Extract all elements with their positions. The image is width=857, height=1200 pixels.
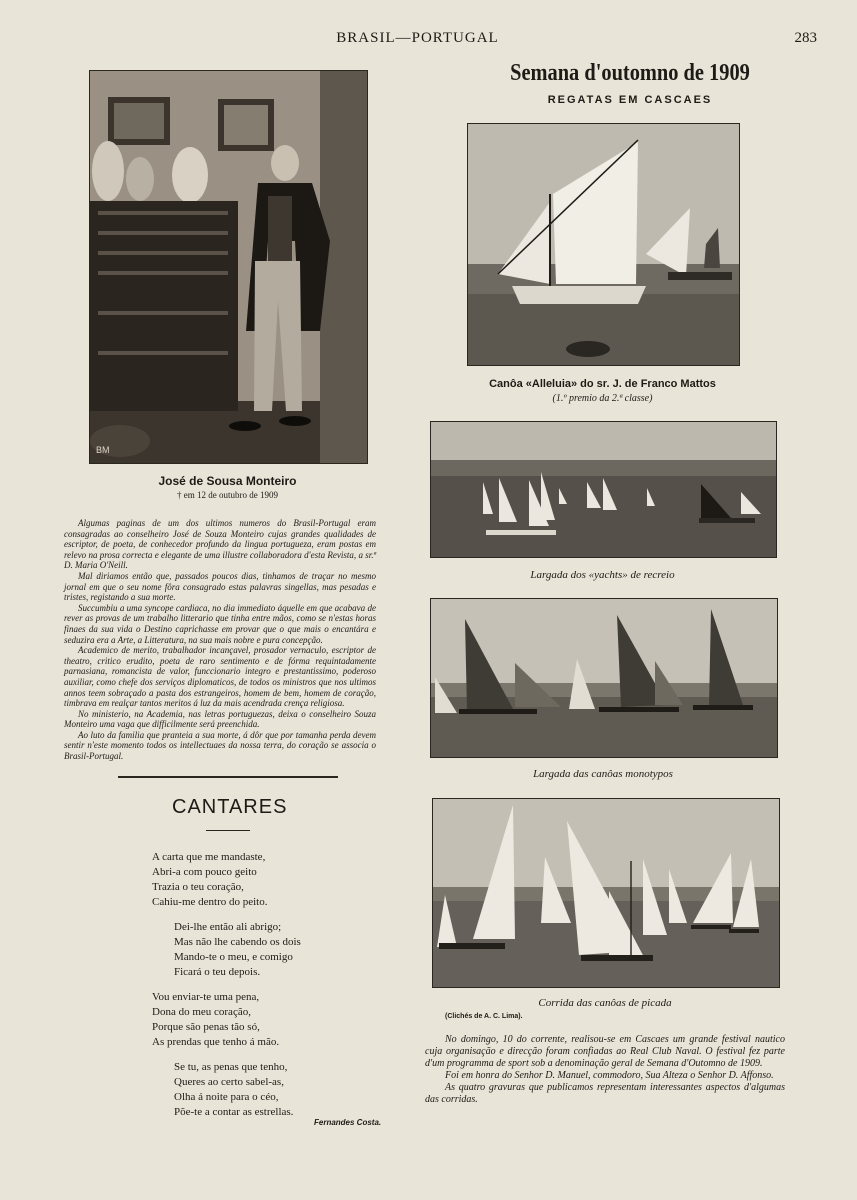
photo-caption: Canôa «Alleluia» do sr. J. de Franco Mattos xyxy=(489,378,716,390)
running-header: BRASIL—PORTUGAL xyxy=(336,30,499,46)
poem-line: Abri-a com pouco geito xyxy=(152,866,257,878)
poem-line: Mando-te o meu, e comigo xyxy=(174,951,293,963)
poem-line: A carta que me mandaste, xyxy=(152,851,266,863)
obituary-paragraph: Mal diriamos então que, passados poucos dias, tinhamos de traçar no mesmo jornal em que o seu nome fôra consagrado estas palavras singellas, mas pesadas e tristes, registando a sua morte. xyxy=(64,570,376,603)
obituary-paragraph: Ao luto da familia que pranteia a sua morte, á dôr que por tamanha perda devem sentir n'este momento todos os intellectuaes da nossa terra, do coração se associa o Brasil-Portugal. xyxy=(64,729,376,762)
regatta-photo-monotypes xyxy=(430,598,778,758)
poem-line: Põe-te a contar as estrellas. xyxy=(174,1106,294,1118)
photo-caption: Largada dos «yachts» de recreio xyxy=(530,569,675,581)
poem-line: Vou enviar-te uma pena, xyxy=(152,991,260,1003)
poem-title-rule xyxy=(206,830,250,831)
portrait-photo xyxy=(89,70,368,464)
photo-caption: Largada das canôas monotypos xyxy=(533,768,673,780)
poem-title: CANTARES xyxy=(172,796,288,818)
poem-line: Dona do meu coração, xyxy=(152,1006,251,1018)
poem-body xyxy=(152,850,301,1130)
poem-line: Dei-lhe então ali abrigo; xyxy=(174,921,282,933)
section-divider xyxy=(118,776,338,778)
obituary-paragraph: Algumas paginas de um dos ultimos numeros do Brasil-Portugal eram consagradas ao conselheiro José de Souza Monteiro cujas grandes qualidades de escriptor, de poeta, de conhecedor profundo da lingua portugueza, eram postas em relevo na prosa correcta e elegante de uma illustre collaboradora d'esta Revista, a sr.ª D. Maria O'Neill. xyxy=(64,518,376,571)
article-title: Semana d'outomno de 1909 xyxy=(510,60,750,86)
page-number: 283 xyxy=(794,30,817,46)
poem-stanza xyxy=(152,850,301,910)
poem-line: Mas não lhe cabendo os dois xyxy=(174,936,301,948)
article-report xyxy=(425,1034,785,1106)
report-paragraph: Foi em honra do Senhor D. Manuel, commodoro, Sua Alteza o Senhor D. Affonso. xyxy=(445,1070,774,1081)
poem-line: Cahiu-me dentro do peito. xyxy=(152,896,268,908)
obituary-text xyxy=(64,518,376,762)
photo-subcaption: (1.º premio da 2.ª classe) xyxy=(552,393,653,404)
photo-caption: Corrida das canôas de picada xyxy=(538,997,672,1009)
portrait-name: José de Sousa Monteiro xyxy=(158,474,297,488)
photo-credit: (Clichés de A. C. Lima). xyxy=(445,1013,523,1020)
obituary-paragraph: No ministerio, na Academia, nas letras portuguezas, deixa o conselheiro Souza Monteiro uma vaga que difficilmente será preenchida. xyxy=(64,708,376,730)
regatta-photo-picada xyxy=(432,798,780,988)
obituary-paragraph: Academico de merito, trabalhador incançavel, prosador vernaculo, escriptor de theatro, critico erudito, poeta de raro sentimento e de fórma requintadamente parnasiana, romancista de valor, funccionario integro e prestantissimo, poderoso auxiliar, como chefe dos serviços diplomaticos, de todos os ministros que nos ultimos annos teem sobraçado a pasta dos estrangeiros, homem de bem, homem de coração, timbrava em realçar tantos meritos á luz da mais acendrada crença religiosa. xyxy=(64,645,376,709)
poem-line: Queres ao certo sabel-as, xyxy=(174,1076,284,1088)
poem-line: As prendas que tenho á mão. xyxy=(152,1036,280,1048)
poem-line: Se tu, as penas que tenho, xyxy=(174,1061,288,1073)
regatta-photo-yachts xyxy=(430,421,777,558)
poem-line: Ficará o teu depois. xyxy=(174,966,261,978)
poem-line: Trazia o teu coração, xyxy=(152,881,244,893)
regatta-photo-alleluia xyxy=(467,123,740,366)
poem-line: Olha á noite para o céo, xyxy=(174,1091,279,1103)
report-paragraph: As quatro gravuras que publicamos representam interessantes aspectos d'algumas das corridas. xyxy=(425,1082,785,1105)
poem-author: Fernandes Costa. xyxy=(314,1118,382,1127)
obituary-paragraph: Succumbiu a uma syncope cardiaca, no dia immediato áquelle em que acabava de rever as provas de um trabalho litterario que tinha entre mãos, como se n'estas horas finaes da sua vida o Destino caprichasse em provar que o que mais o encantára e seduzira era a Arte, a Litteratura, na sua mais nobre e pura concepção. xyxy=(64,602,376,645)
poem-line: Porque são penas tão só, xyxy=(152,1021,260,1033)
poem-stanza xyxy=(152,990,301,1050)
poem-stanza xyxy=(152,1060,301,1120)
report-paragraph: No domingo, 10 do corrente, realisou-se em Cascaes um grande festival nautico cuja organisação e direcção foram confiadas ao Real Club Naval. O festival fez parte d'um programma de sport sob a denominação geral de Semana d'Outomno de 1909. xyxy=(425,1034,785,1069)
portrait-date: † em 12 de outubro de 1909 xyxy=(177,490,278,500)
article-subtitle: REGATAS EM CASCAES xyxy=(547,94,713,106)
poem-stanza xyxy=(152,920,301,980)
photographer-monogram: BM xyxy=(96,445,110,455)
